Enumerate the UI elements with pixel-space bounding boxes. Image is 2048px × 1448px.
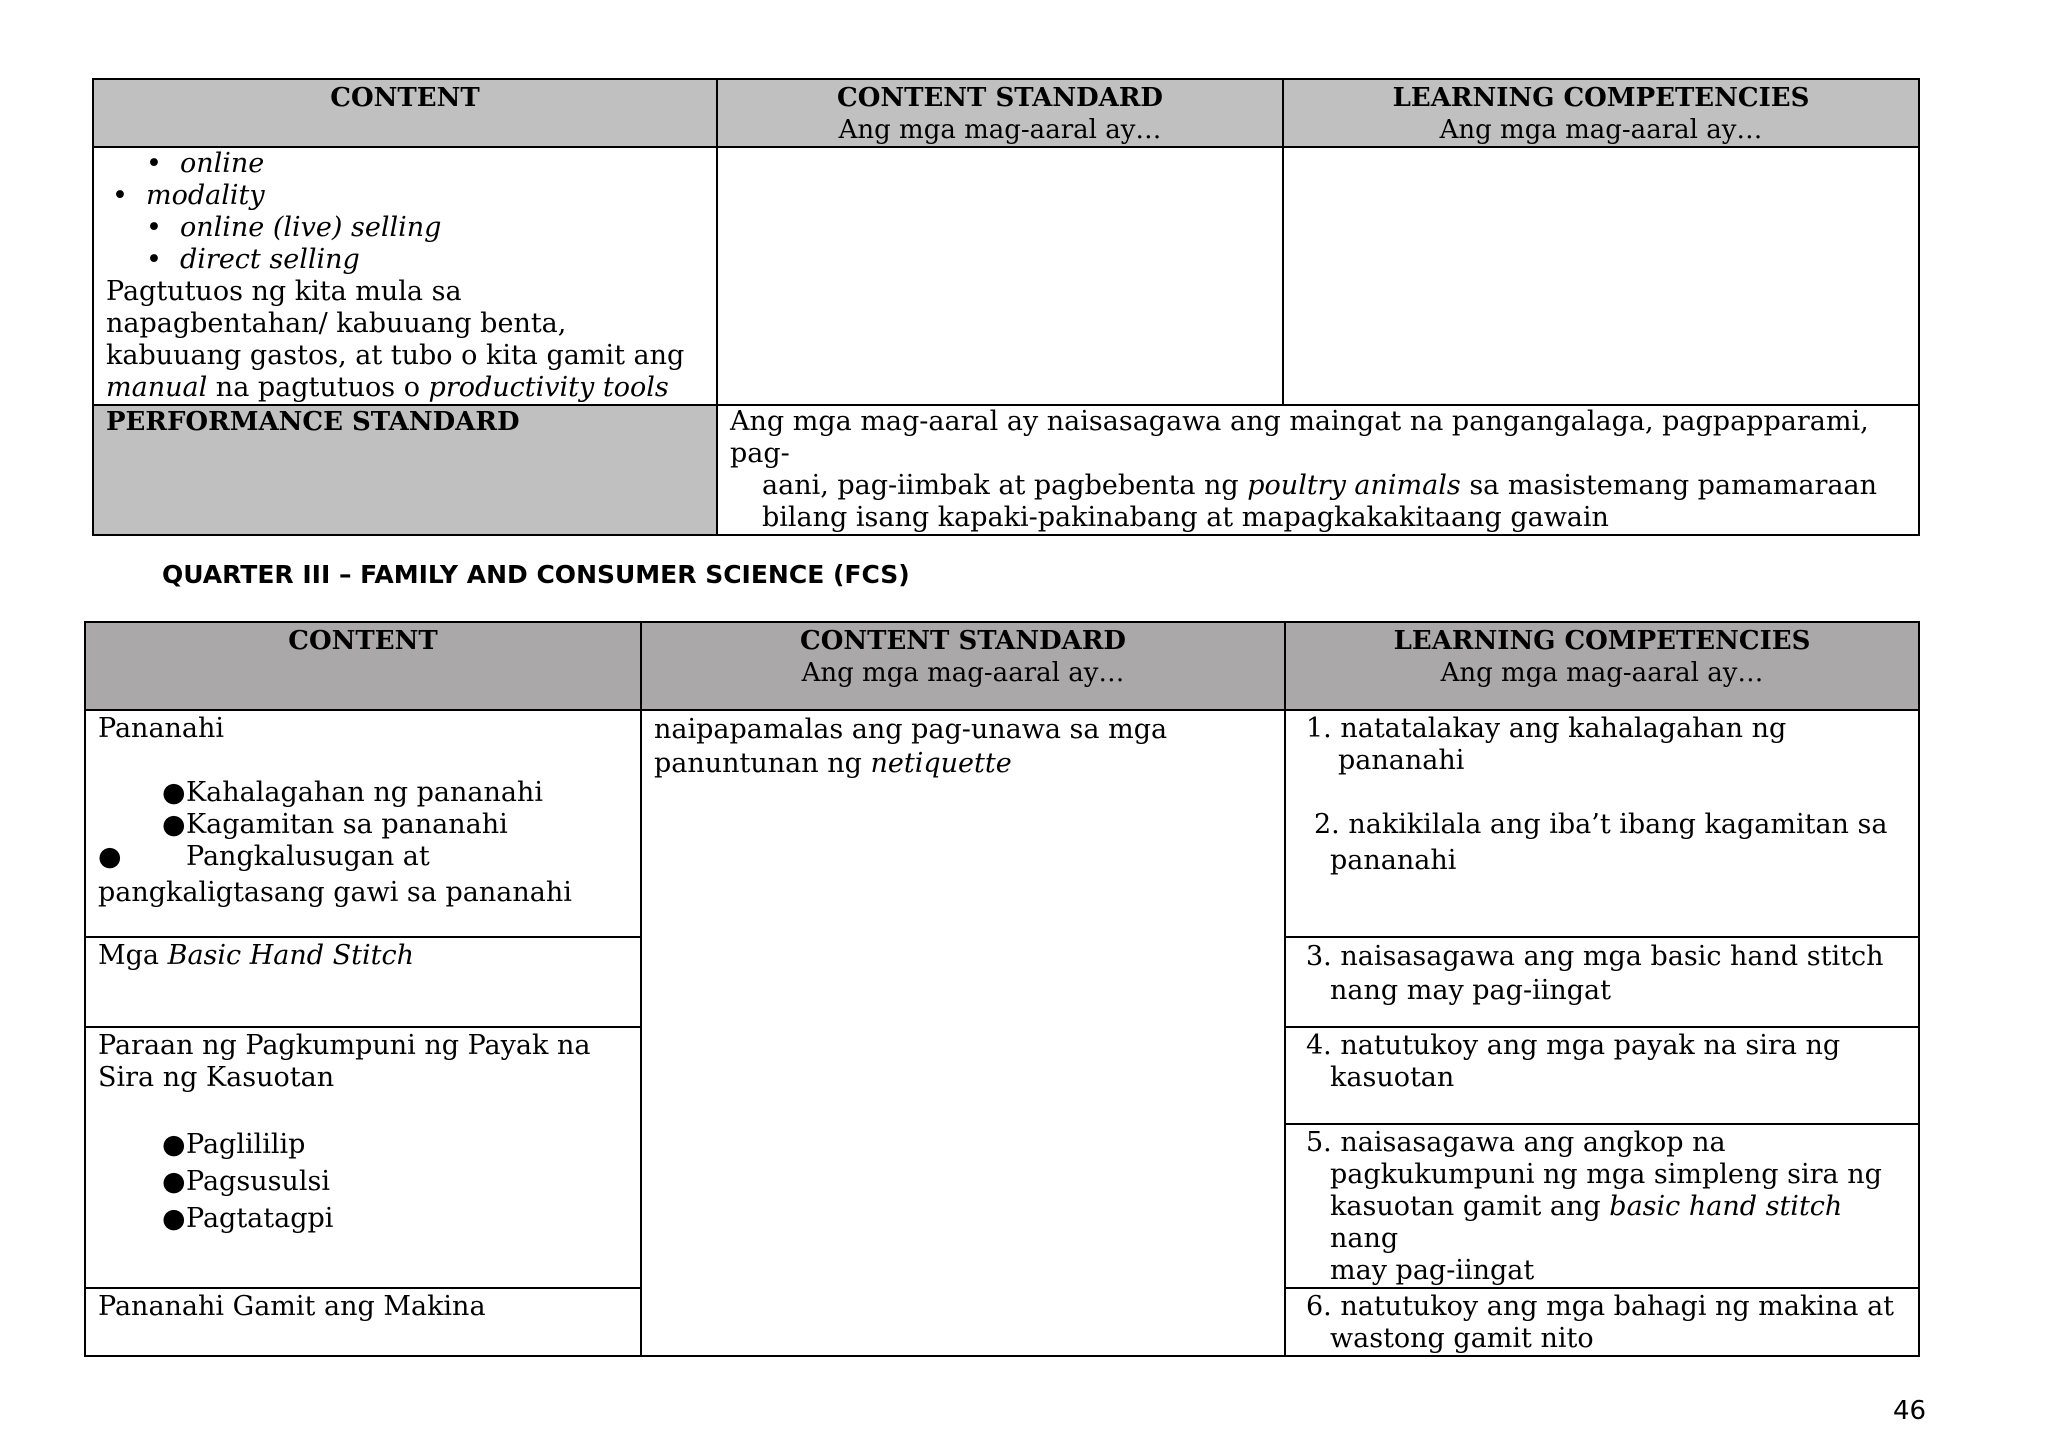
header-learning-competencies: LEARNING COMPETENCIES Ang mga mag-aaral ay… [1285, 622, 1919, 710]
list-item: ● Pagtatagpi [162, 1203, 334, 1234]
list-item: • online [146, 148, 265, 179]
table-row [93, 147, 1919, 405]
list-item: • modality [112, 180, 265, 211]
list-item: ● Kahalagahan ng pananahi [162, 777, 543, 808]
list-item: ● Pagsusulsi [162, 1166, 330, 1197]
content-cell: Pananahi Gamit ang Makina [85, 1288, 641, 1356]
paragraph-line: napagbentahan/ kabuuang benta, [106, 308, 567, 339]
learning-competencies-cell: 5. naisasagawa ang angkop na pagkukumpuni ng mga simpleng sira ng kasuotan gamit ang basic hand stitch nang may pag-iingat [1285, 1124, 1919, 1288]
performance-standard-cell: Ang mga mag-aaral ay naisasagawa ang maingat na pangangalaga, pagpapparami, pag- aani, pag-iimbak at pagbebenta ng poultry animals sa masistemang pamamaraan bilang isang kapaki-pakinabang at mapagkakakitaang gawain [717, 405, 1919, 535]
curriculum-table-quarter-3 [84, 621, 1920, 1357]
header-content: CONTENT [93, 79, 717, 147]
page-number: 46 [1893, 1396, 1927, 1426]
list-item: • online (live) selling [146, 212, 442, 243]
list-item: ● Pangkalusugan at [98, 841, 430, 872]
list-item: ● Kagamitan sa pananahi [162, 809, 508, 840]
list-item: • direct selling [146, 244, 360, 275]
content-standard-cell [717, 147, 1283, 405]
content-cell [93, 147, 717, 405]
learning-competencies-cell: 3. naisasagawa ang mga basic hand stitch nang may pag-iingat [1285, 937, 1919, 1027]
learning-competencies-cell: 1. natatalakay ang kahalagahan ng pananahi 2. nakikilala ang iba’t ibang kagamitan sa pananahi [1285, 710, 1919, 937]
learning-competencies-cell: 6. natutukoy ang mga bahagi ng makina at wastong gamit nito [1285, 1288, 1919, 1356]
header-content: CONTENT [85, 622, 641, 710]
content-cell: Mga Basic Hand Stitch [85, 937, 641, 1027]
content-cell: Paraan ng Pagkumpuni ng Payak na Sira ng Kasuotan ● Paglililip ● Pagsusulsi ● Pagtatagpi [85, 1027, 641, 1288]
paragraph-line: kabuuang gastos, at tubo o kita gamit ang [106, 340, 685, 371]
section-title: QUARTER III – FAMILY AND CONSUMER SCIENCE (FCS) [162, 560, 910, 589]
learning-competencies-cell [1283, 147, 1919, 405]
learning-competencies-cell: 4. natutukoy ang mga payak na sira ng kasuotan [1285, 1027, 1919, 1124]
content-cell: Pananahi ● Kahalagahan ng pananahi ● Kagamitan sa pananahi ● Pangkalusugan at pangkaligtasang gawi sa pananahi [85, 710, 641, 937]
content-standard-cell: naipapamalas ang pag-unawa sa mga panuntunan ng netiquette [641, 710, 1285, 1356]
performance-standard-label-cell: PERFORMANCE STANDARD [93, 405, 717, 535]
performance-standard-row [93, 405, 1919, 535]
table-row [85, 710, 1919, 937]
paragraph-line: Pagtutuos ng kita mula sa [106, 276, 462, 307]
table-header-row [85, 622, 1919, 710]
header-content-standard: CONTENT STANDARD Ang mga mag-aaral ay… [641, 622, 1285, 710]
list-item: ● Paglililip [162, 1129, 306, 1160]
header-learning-competencies: LEARNING COMPETENCIES Ang mga mag-aaral ay… [1283, 79, 1919, 147]
paragraph-line: manual na pagtutuos o productivity tools [106, 372, 669, 403]
curriculum-table-continued [92, 78, 1920, 536]
header-content-standard: CONTENT STANDARD Ang mga mag-aaral ay… [717, 79, 1283, 147]
table-header-row [93, 79, 1919, 147]
